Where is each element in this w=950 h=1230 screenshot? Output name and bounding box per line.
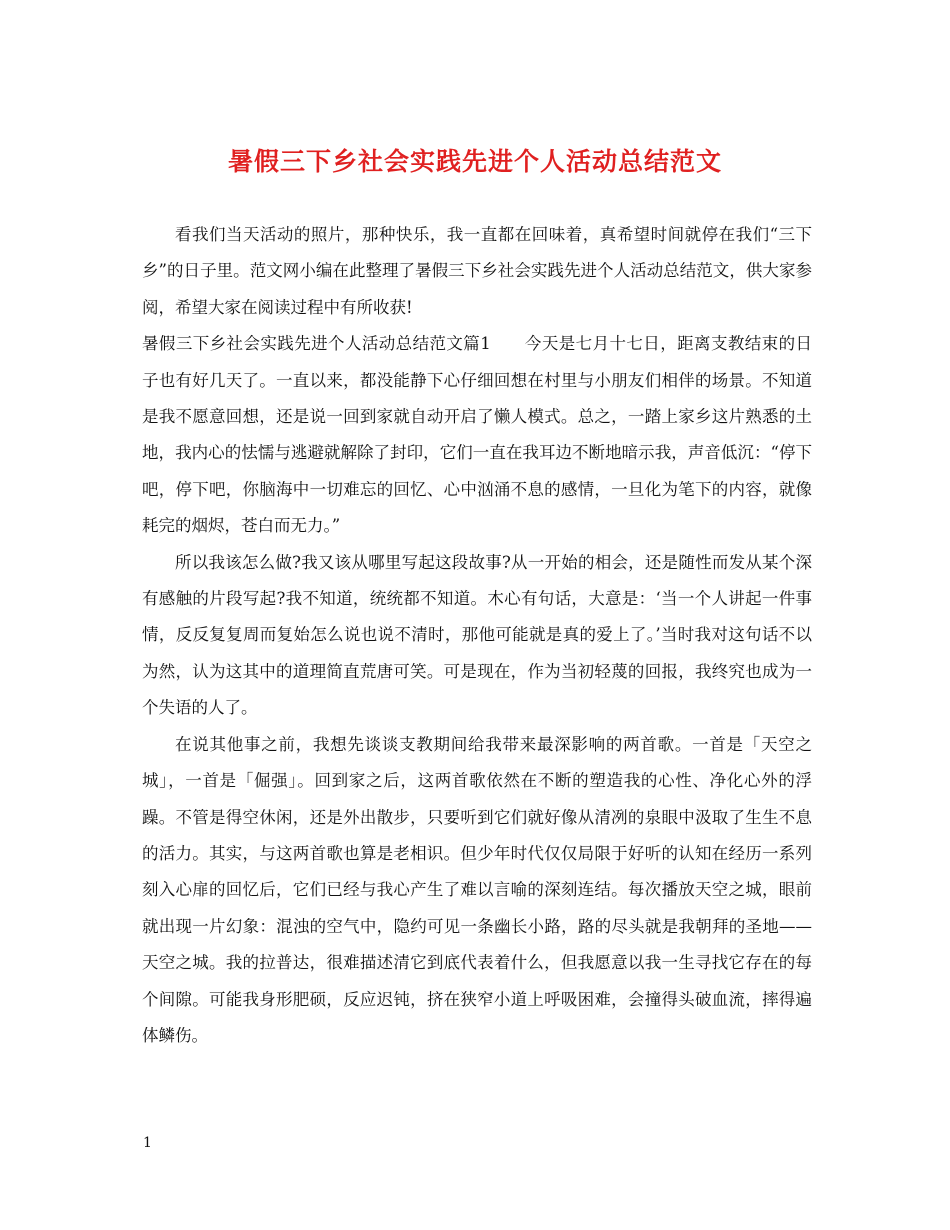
paragraph-two-songs: 在说其他事之前，我想先谈谈支教期间给我带来最深影响的两首歌。一首是「天空之城」，一首是「倔强」。回到家之后，这两首歌依然在不断的塑造我的心性、净化心外的浮躁。不管是得空休闲，还是外出散步，只要听到它们就好像从清冽的泉眼中汲取了生生不息的活力。其实，与这两首歌也算是老相识。但少年时代仅仅局限于好听的认知在经历一系列刻入心扉的回忆后，它们已经与我心产生了难以言喻的深刻连结。每次播放天空之城，眼前就出现一片幻象：混浊的空气中，隐约可见一条幽长小路，路的尽头就是我朝拜的圣地——天空之城。我的拉普达，很难描述清它到底代表着什么，但我愿意以我一生寻找它存在的每个间隙。可能我身形肥硕，反应迟钝，挤在狭窄小道上呼吸困难，会撞得头破血流，摔得遍体鳞伤。 bbox=[142, 734, 812, 1045]
document-body bbox=[142, 217, 812, 1054]
paragraph-how-to-write: 所以我该怎么做?我又该从哪里写起这段故事?从一开始的相会，还是随性而发从某个深有感触的片段写起?我不知道，统统都不知道。木心有句话，大意是：‘当一个人讲起一件事情，反反复复周而复始怎么说也说不清时，那他可能就是真的爱上了。’当时我对这句话不以为然，认为这其中的道理简直荒唐可笑。可是现在，作为当初轻蔑的回报，我终究也成为一个失语的人了。 bbox=[142, 552, 812, 718]
page-number: 1 bbox=[143, 1135, 152, 1151]
document-title: 暑假三下乡社会实践先进个人活动总结范文 bbox=[227, 147, 722, 176]
paragraph-article-1-opening: 暑假三下乡社会实践先进个人活动总结范文篇1 今天是七月十七日，距离支教结束的日子也有好几天了。一直以来，都没能静下心仔细回想在村里与小朋友们相伴的场景。不知道是我不愿意回想，还是说一回到家就自动开启了懒人模式。总之，一踏上家乡这片熟悉的土地，我内心的怯懦与逃避就解除了封印，它们一直在我耳边不断地暗示我，声音低沉：“停下吧，停下吧，你脑海中一切难忘的回忆、心中汹涌不息的感情，一旦化为笔下的内容，就像耗完的烟烬，苍白而无力。” bbox=[142, 334, 812, 536]
paragraph-intro: 看我们当天活动的照片，那种快乐，我一直都在回味着，真希望时间就停在我们“三下乡”的日子里。范文网小编在此整理了暑假三下乡社会实践先进个人活动总结范文，供大家参阅，希望大家在阅读过程中有所收获! bbox=[142, 225, 812, 317]
